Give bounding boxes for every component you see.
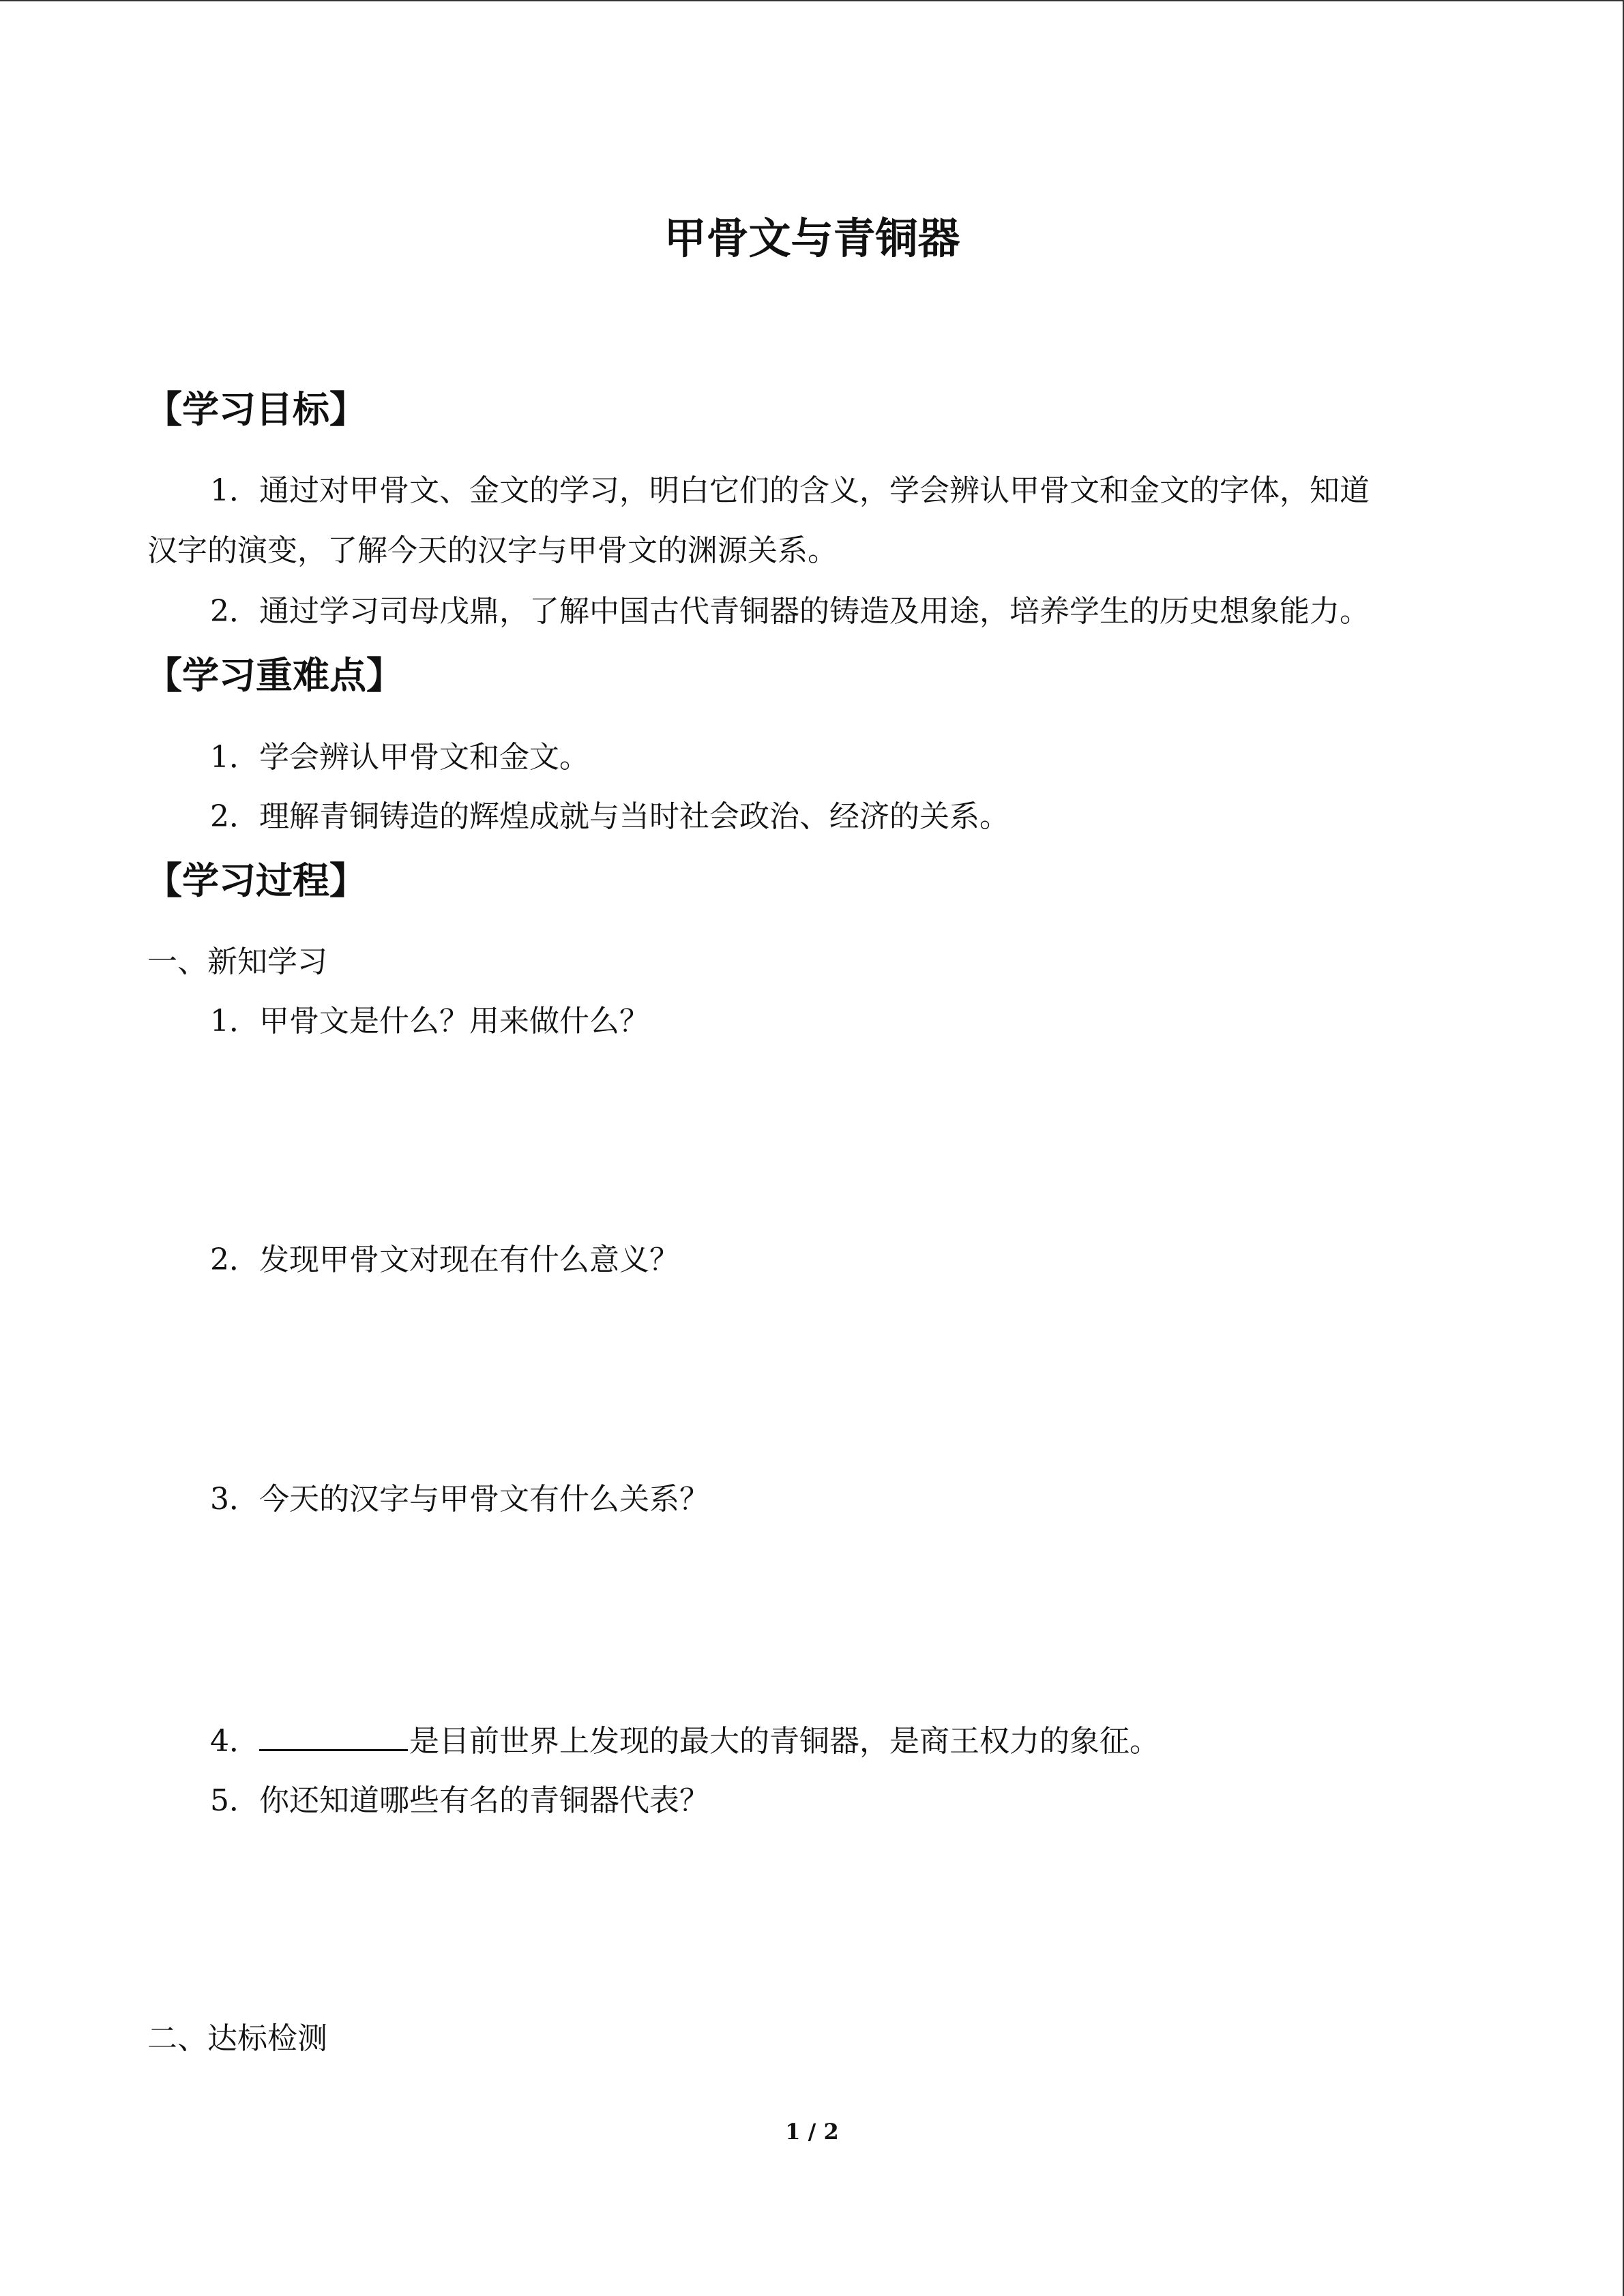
question-3: 3．今天的汉字与甲骨文有什么关系？ (210, 1482, 709, 1517)
process-heading: 【学习过程】 (145, 859, 366, 902)
question-2: 2．发现甲骨文对现在有什么意义？ (210, 1242, 679, 1277)
question-1: 1．甲骨文是什么？用来做什么？ (210, 1004, 649, 1039)
part-1-title: 一、新知学习 (147, 944, 327, 979)
question-4 (210, 1719, 1160, 1763)
key-point-2: 2．理解青铜铸造的辉煌成就与当时社会政治、经济的关系。 (210, 799, 1009, 834)
question-4-text: 是目前世界上发现的最大的青铜器，是商王权力的象征。 (409, 1724, 1160, 1759)
objectives-heading: 【学习目标】 (145, 387, 366, 431)
page-number: 1 / 2 (785, 2119, 839, 2145)
objective-1-line-1: 1．通过对甲骨文、金文的学习，明白它们的含义，学会辨认甲骨文和金文的字体，知道 (210, 473, 1370, 508)
answer-blank[interactable] (259, 1719, 408, 1751)
objective-1-line-2: 汉字的演变，了解今天的汉字与甲骨文的渊源关系。 (147, 533, 838, 568)
key-points-heading: 【学习重难点】 (145, 653, 403, 697)
top-border (0, 0, 1624, 1)
objective-2: 2．通过学习司母戊鼎，了解中国古代青铜器的铸造及用途，培养学生的历史想象能力。 (210, 594, 1370, 629)
question-4-number: 4． (210, 1724, 259, 1759)
part-2-title: 二、达标检测 (147, 2021, 327, 2056)
question-5: 5．你还知道哪些有名的青铜器代表？ (210, 1783, 709, 1818)
key-point-1: 1．学会辨认甲骨文和金文。 (210, 740, 589, 775)
document-title: 甲骨文与青铜器 (664, 213, 960, 263)
